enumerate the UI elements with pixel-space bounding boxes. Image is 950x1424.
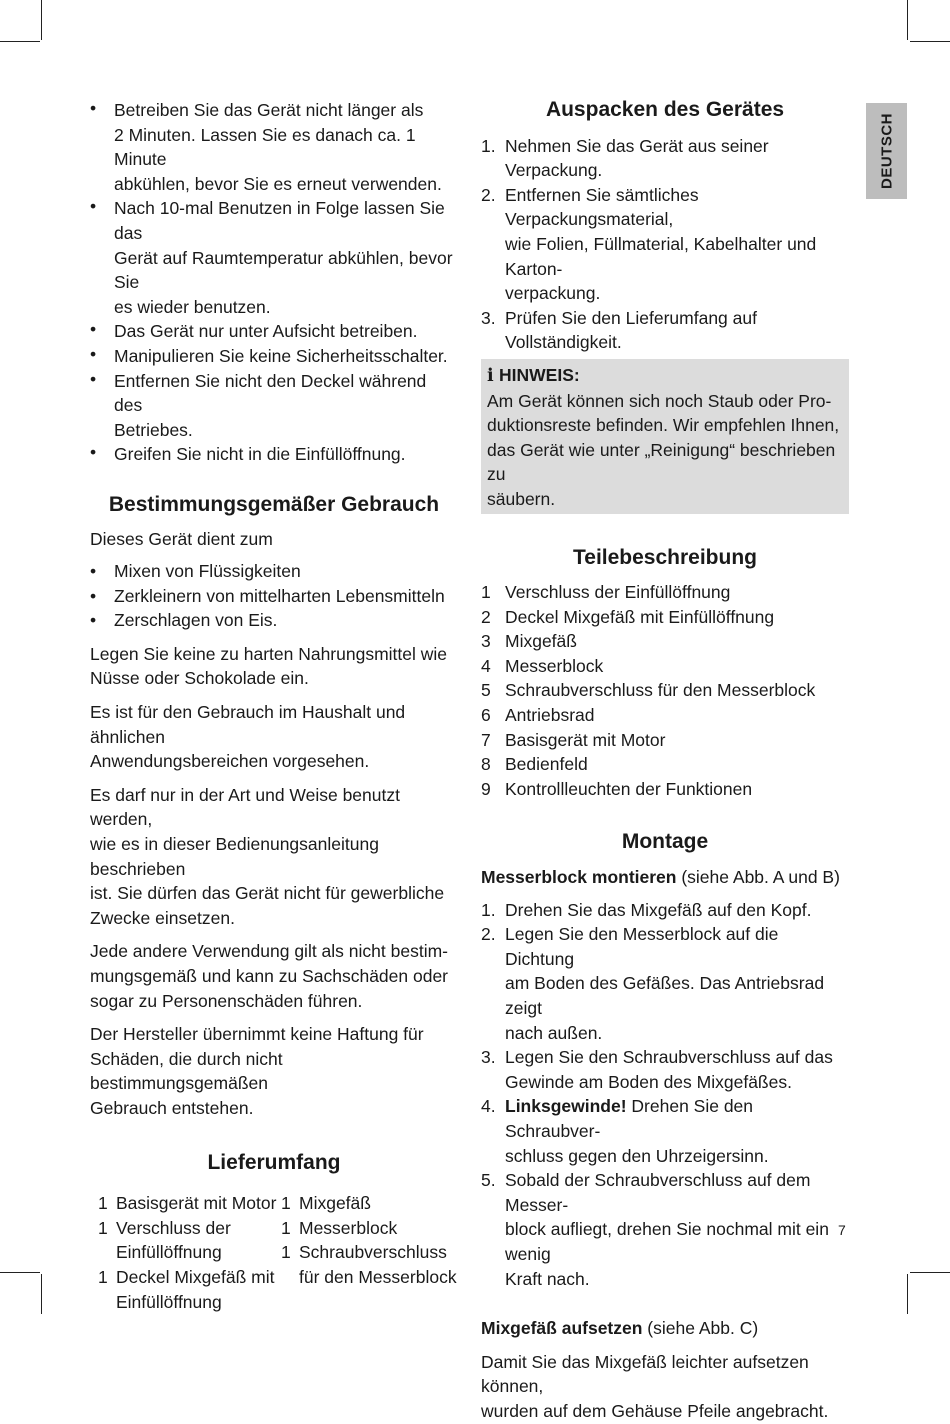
paragraph-line: Es darf nur in der Art und Weise benutzt werden, bbox=[90, 784, 400, 830]
step-number: 3. bbox=[481, 307, 496, 328]
delivery-item bbox=[281, 1240, 461, 1289]
use-bullet-item: • Zerschlagen von Eis. bbox=[90, 608, 458, 633]
safety-bullet-item bbox=[90, 319, 458, 344]
bullet-line: 2 Minuten. Lassen Sie es danach ca. 1 Minute bbox=[114, 124, 416, 170]
bullet-line: Gerät auf Raumtemperatur abkühlen, bevor Sie bbox=[114, 247, 453, 293]
step-line-text: Sobald der Schraubverschluss auf dem Messer- bbox=[505, 1170, 811, 1215]
delivery-qty: 1 bbox=[281, 1242, 291, 1263]
delivery-text-line: Basisgerät mit Motor bbox=[116, 1193, 277, 1214]
step-number: 2. bbox=[481, 184, 496, 205]
step-line bbox=[505, 1144, 849, 1169]
step-line bbox=[505, 1045, 849, 1070]
paragraph-line: Legen Sie keine zu harten Nahrungsmittel wie bbox=[90, 643, 448, 664]
use-paragraph bbox=[90, 783, 458, 931]
part-number: 4 bbox=[481, 655, 491, 676]
use-bullet-list bbox=[90, 559, 458, 633]
step-line-text: am Boden des Gefäßes. Das Antriebsrad zeigt bbox=[505, 973, 825, 1018]
unpack-step bbox=[481, 183, 849, 306]
delivery-list bbox=[90, 1191, 458, 1312]
bullet-line: • Das Gerät nur unter Aufsicht betreiben. bbox=[114, 321, 418, 342]
assembly-subheading-knife-bold: Messerblock montieren bbox=[481, 867, 677, 888]
step-line bbox=[505, 898, 849, 923]
bullet-line: • Greifen Sie nicht in die Einfüllöffnung. bbox=[114, 444, 406, 465]
delivery-text-line: Einfüllöffnung bbox=[116, 1291, 222, 1312]
paragraph-line: Schäden, die durch nicht bestimmungsgemäßen bbox=[90, 1048, 283, 1094]
safety-bullet-list bbox=[90, 98, 458, 467]
step-line-text: Drehen Sie das Mixgefäß auf den Kopf. bbox=[505, 899, 812, 920]
unpack-step bbox=[481, 134, 849, 183]
parts-item bbox=[481, 605, 849, 630]
step-line bbox=[505, 922, 849, 971]
step-number: 2. bbox=[481, 924, 496, 945]
step-line: wie Folien, Füllmaterial, Kabelhalter und Karton- bbox=[505, 233, 817, 279]
unpack-steps bbox=[481, 134, 849, 355]
use-paragraph bbox=[90, 700, 458, 774]
part-number: 1 bbox=[481, 582, 491, 603]
delivery-text-line: Mixgefäß bbox=[299, 1193, 371, 1214]
step-number: 5. bbox=[481, 1170, 496, 1191]
crop-mark-bottom-left-v bbox=[41, 1274, 42, 1314]
delivery-text-line: Verschluss der bbox=[116, 1217, 231, 1238]
delivery-item bbox=[98, 1216, 278, 1265]
bullet-line: • Betreiben Sie das Gerät nicht länger als bbox=[114, 100, 424, 120]
delivery-text-line: Deckel Mixgefäß mit bbox=[116, 1266, 275, 1287]
paragraph-line: sogar zu Personenschäden führen. bbox=[90, 990, 363, 1011]
use-paragraph bbox=[90, 1022, 458, 1120]
bullet-line: • Manipulieren Sie keine Sicherheitsschalter. bbox=[114, 345, 448, 366]
step-number: 1. bbox=[481, 135, 496, 156]
use-bullet-item: • Zerkleinern von mittelharten Lebensmitteln bbox=[90, 584, 458, 609]
part-name: Verschluss der Einfüllöffnung bbox=[505, 582, 731, 603]
delivery-qty: 1 bbox=[98, 1193, 108, 1214]
step-line-text: Kraft nach. bbox=[505, 1268, 590, 1289]
safety-bullet-item bbox=[90, 98, 458, 196]
paragraph-line: Zwecke einsetzen. bbox=[90, 907, 235, 928]
unpack-heading: Auspacken des Gerätes bbox=[545, 98, 785, 121]
use-intro: Dieses Gerät dient zum bbox=[90, 528, 273, 549]
paragraph-line: Gebrauch entstehen. bbox=[90, 1097, 254, 1118]
step-line-text: Drehen Sie den Schraubver- bbox=[505, 1096, 754, 1141]
note-box bbox=[481, 359, 849, 514]
note-line: das Gerät wie unter „Reinigung“ beschrieben zu bbox=[487, 439, 836, 485]
part-name: Schraubverschluss für den Messerblock bbox=[505, 680, 816, 701]
assembly-step bbox=[481, 1045, 849, 1094]
bullet-line: • Nach 10-mal Benutzen in Folge lassen Sie das bbox=[114, 198, 445, 243]
part-name: Mixgefäß bbox=[505, 631, 577, 652]
unpack-step bbox=[481, 306, 849, 355]
use-paragraphs bbox=[90, 642, 458, 1121]
paragraph-line: wie es in dieser Bedienungsanleitung beschrieben bbox=[90, 834, 379, 879]
delivery-qty: 1 bbox=[98, 1217, 108, 1238]
step-line-text: Legen Sie den Messerblock auf die Dichtung bbox=[505, 924, 779, 969]
assembly-subheading-knife bbox=[481, 865, 849, 890]
step-number: 4. bbox=[481, 1096, 496, 1117]
step-line-text: Legen Sie den Schraubverschluss auf das bbox=[505, 1047, 833, 1068]
safety-bullet-item bbox=[90, 442, 458, 467]
note-text bbox=[487, 389, 843, 512]
parts-item bbox=[481, 654, 849, 679]
part-name: Antriebsrad bbox=[505, 705, 595, 726]
note-title bbox=[487, 363, 843, 389]
right-column bbox=[481, 98, 849, 1424]
note-title-text: HINWEIS: bbox=[499, 364, 580, 385]
assembly-subheading-jar bbox=[481, 1316, 849, 1341]
step-line bbox=[505, 1267, 849, 1292]
paragraph-line: Damit Sie das Mixgefäß leichter aufsetzen können, bbox=[481, 1351, 809, 1397]
parts-item bbox=[481, 580, 849, 605]
part-name: Deckel Mixgefäß mit Einfüllöffnung bbox=[505, 606, 775, 627]
paragraph-line: Anwendungsbereichen vorgesehen. bbox=[90, 751, 370, 772]
step-number: 1. bbox=[481, 899, 496, 920]
delivery-text-line: für den Messerblock bbox=[299, 1266, 457, 1287]
step-line-text: Gewinde am Boden des Mixgefäßes. bbox=[505, 1071, 792, 1092]
assembly-final-paragraph bbox=[481, 1350, 849, 1424]
part-number: 8 bbox=[481, 754, 491, 775]
part-number: 6 bbox=[481, 705, 491, 726]
step-line bbox=[505, 1094, 849, 1143]
safety-bullet-item bbox=[90, 196, 458, 319]
assembly-heading: Montage bbox=[621, 830, 709, 854]
part-name: Bedienfeld bbox=[505, 754, 588, 775]
paragraph-line: Jede andere Verwendung gilt als nicht bestim- bbox=[90, 941, 448, 962]
step-line bbox=[505, 1021, 849, 1046]
delivery-qty: 1 bbox=[98, 1266, 108, 1287]
step-line: Entfernen Sie sämtliches Verpackungsmaterial, bbox=[505, 184, 699, 230]
parts-item bbox=[481, 678, 849, 703]
bullet-line: abkühlen, bevor Sie es erneut verwenden. bbox=[114, 173, 442, 194]
note-line: säubern. bbox=[487, 488, 556, 509]
crop-mark-bottom-right-h bbox=[910, 1272, 950, 1273]
step-line bbox=[505, 1168, 849, 1217]
part-number: 7 bbox=[481, 729, 491, 750]
delivery-qty: 1 bbox=[281, 1217, 291, 1238]
step-line: Nehmen Sie das Gerät aus seiner Verpackung. bbox=[505, 135, 769, 181]
delivery-text-line: Einfüllöffnung bbox=[116, 1242, 222, 1263]
left-column bbox=[90, 98, 458, 1312]
assembly-steps bbox=[481, 898, 849, 1292]
parts-item bbox=[481, 728, 849, 753]
parts-item bbox=[481, 752, 849, 777]
paragraph-line: Nüsse oder Schokolade ein. bbox=[90, 668, 309, 689]
step-line-text: schluss gegen den Uhrzeigersinn. bbox=[505, 1145, 769, 1166]
crop-mark-top-left-h bbox=[0, 41, 40, 42]
note-line: duktionsreste befinden. Wir empfehlen Ihnen, bbox=[487, 415, 840, 436]
step-line: Prüfen Sie den Lieferumfang auf Vollständigkeit. bbox=[505, 307, 757, 353]
paragraph-line: mungsgemäß und kann zu Sachschäden oder bbox=[90, 966, 449, 986]
part-number: 9 bbox=[481, 778, 491, 799]
delivery-item bbox=[281, 1191, 461, 1216]
assembly-step bbox=[481, 1094, 849, 1168]
parts-list bbox=[481, 580, 849, 801]
step-line bbox=[505, 971, 849, 1020]
delivery-qty: 1 bbox=[281, 1193, 291, 1214]
delivery-item bbox=[281, 1216, 461, 1241]
crop-mark-bottom-left-h bbox=[0, 1272, 40, 1273]
info-icon: i bbox=[487, 365, 494, 386]
step-line-text: nach außen. bbox=[505, 1022, 603, 1043]
bullet-line: es wieder benutzen. bbox=[114, 296, 271, 317]
page-number: 7 bbox=[838, 1222, 846, 1238]
part-number: 2 bbox=[481, 606, 491, 627]
use-bullet-item: • Mixen von Flüssigkeiten bbox=[90, 559, 458, 584]
crop-mark-top-right-h bbox=[910, 41, 950, 42]
parts-heading: Teilebeschreibung bbox=[573, 545, 757, 569]
delivery-column-2 bbox=[281, 1191, 461, 1289]
delivery-item bbox=[98, 1191, 278, 1216]
use-heading: Bestimmungsgemäßer Gebrauch bbox=[108, 492, 440, 516]
safety-bullet-item bbox=[90, 369, 458, 443]
bullet-line: Betriebes. bbox=[114, 419, 193, 440]
crop-mark-top-left-v bbox=[41, 0, 42, 40]
step-line bbox=[505, 1217, 849, 1266]
safety-bullet-item bbox=[90, 344, 458, 369]
assembly-subheading-jar-bold: Mixgefäß aufsetzen bbox=[481, 1318, 643, 1339]
assembly-step bbox=[481, 1168, 849, 1291]
step-line: verpackung. bbox=[505, 283, 601, 304]
assembly-step bbox=[481, 922, 849, 1045]
delivery-text-line: Schraubverschluss bbox=[299, 1242, 447, 1263]
language-tab bbox=[866, 103, 907, 199]
delivery-item bbox=[98, 1265, 278, 1314]
part-name: Basisgerät mit Motor bbox=[505, 729, 666, 750]
paragraph-line: Es ist für den Gebrauch im Haushalt und ähnlichen bbox=[90, 702, 406, 747]
paragraph-line: ist. Sie dürfen das Gerät nicht für gewerbliche bbox=[90, 883, 445, 904]
delivery-text-line: Messerblock bbox=[299, 1217, 398, 1238]
assembly-step bbox=[481, 898, 849, 923]
assembly-subheading-knife-rest: (siehe Abb. A und B) bbox=[676, 867, 840, 888]
parts-item bbox=[481, 703, 849, 728]
delivery-column-1 bbox=[98, 1191, 278, 1314]
step-line bbox=[505, 1070, 849, 1095]
parts-item bbox=[481, 777, 849, 802]
use-paragraph bbox=[90, 642, 458, 691]
delivery-heading: Lieferumfang bbox=[207, 1150, 341, 1174]
language-tab-label: DEUTSCH bbox=[878, 112, 895, 190]
paragraph-line: Der Hersteller übernimmt keine Haftung für bbox=[90, 1024, 424, 1045]
bullet-line: • Entfernen Sie nicht den Deckel während des bbox=[114, 370, 427, 416]
step-line-text: block aufliegt, drehen Sie nochmal mit ein wenig bbox=[505, 1219, 829, 1264]
part-number: 5 bbox=[481, 680, 491, 701]
use-paragraph bbox=[90, 939, 458, 1013]
crop-mark-top-right-v bbox=[907, 0, 908, 40]
part-name: Messerblock bbox=[505, 655, 604, 676]
step-number: 3. bbox=[481, 1047, 496, 1068]
step-emphasis: Linksgewinde! bbox=[505, 1096, 627, 1117]
paragraph-line: wurden auf dem Gehäuse Pfeile angebracht. bbox=[481, 1400, 829, 1421]
assembly-subheading-jar-rest: (siehe Abb. C) bbox=[642, 1318, 759, 1339]
parts-item bbox=[481, 629, 849, 654]
part-number: 3 bbox=[481, 631, 491, 652]
part-name: Kontrollleuchten der Funktionen bbox=[505, 778, 753, 799]
crop-mark-bottom-right-v bbox=[907, 1274, 908, 1314]
note-line: Am Gerät können sich noch Staub oder Pro- bbox=[487, 390, 832, 411]
